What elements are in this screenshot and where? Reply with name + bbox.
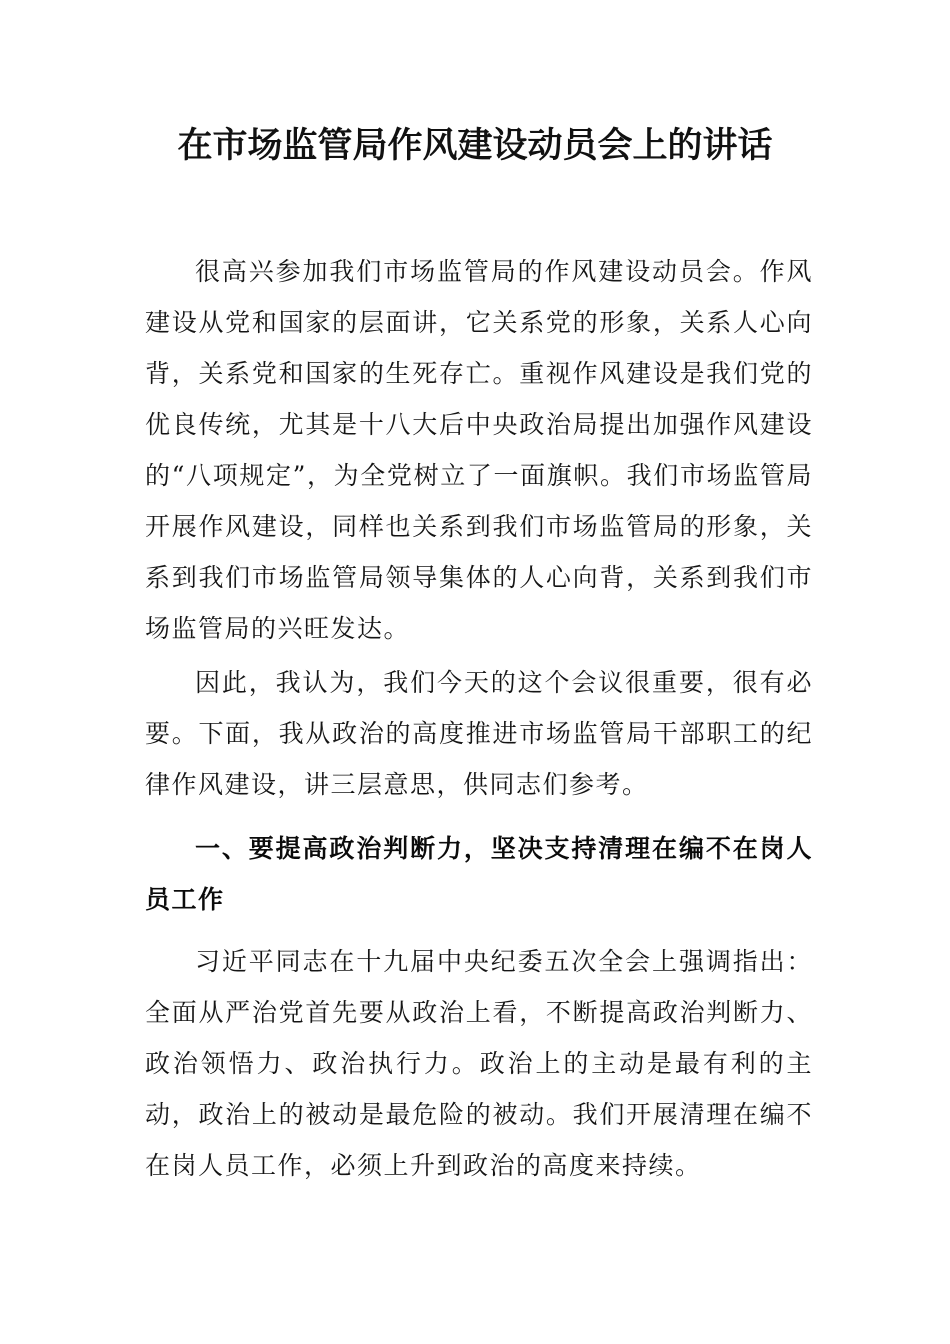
section-heading-1: 一、要提高政治判断力，坚决支持清理在编不在岗人员工作	[145, 834, 813, 914]
body-paragraph-2: 因此，我认为，我们今天的这个会议很重要，很有必要。下面，我从政治的高度推进市场监管局干部职工的纪律作风建设，讲三层意思，供同志们参考。	[145, 668, 813, 799]
document-title: 在市场监管局作风建设动员会上的讲话	[177, 125, 773, 166]
body-paragraph-1: 很高兴参加我们市场监管局的作风建设动员会。作风建设从党和国家的层面讲，它关系党的形象，关系人心向背，关系党和国家的生死存亡。重视作风建设是我们党的优良传统，尤其是十八大后中央政治局提出加强作风建设的“八项规定”，为全党树立了一面旗帜。我们市场监管局开展作风建设，同样也关系到我们市场监管局的形象，关系到我们市场监管局领导集体的人心向背，关系到我们市场监管局的兴旺发达。	[145, 257, 813, 643]
section-1-paragraph: 习近平同志在十九届中央纪委五次全会上强调指出：全面从严治党首先要从政治上看，不断提高政治判断力、政治领悟力、政治执行力。政治上的主动是最有利的主动，政治上的被动是最危险的被动。我们开展清理在编不在岗人员工作，必须上升到政治的高度来持续。	[145, 947, 813, 1180]
